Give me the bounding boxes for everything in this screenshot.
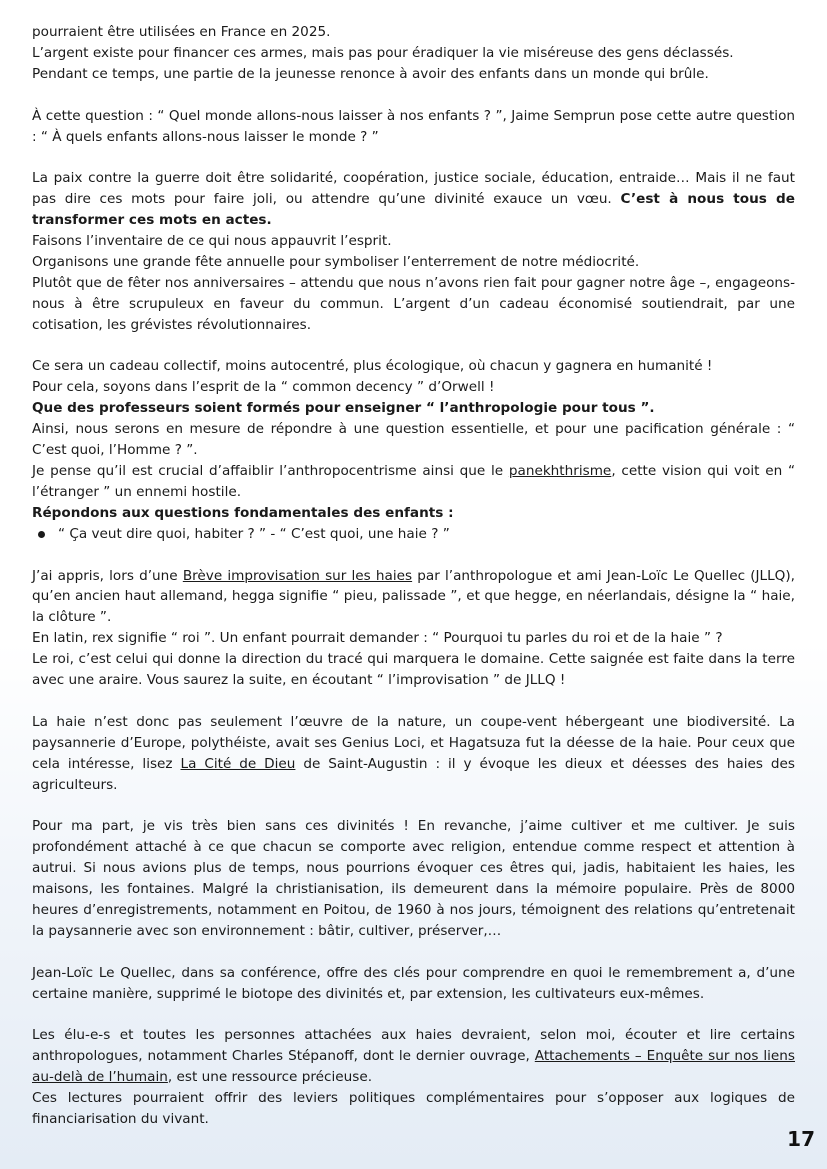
paragraph-line: Ainsi, nous serons en mesure de répondre à une question essentielle, et pour une pacification générale : “ C’est quoi, l’Homme ? ”.	[32, 421, 795, 459]
peace-paragraph: La paix contre la guerre doit être solidarité, coopération, justice sociale, éducation, entraide… Mais il ne faut pas dire ces mots pour faire joli, ou attendre qu’une divinité exauce un vœu. C’est à nous tous de transformer ces mots en actes.	[32, 170, 795, 229]
paragraph-line: Organisons une grande fête annuelle pour symboliser l’enterrement de notre médiocrité.	[32, 253, 640, 270]
paragraph-line: Je pense qu’il est crucial d’affaiblir l’anthropocentrisme ainsi que le panekhthrisme, cette vision qui voit en “ l’étranger ” un ennemi hostile.	[32, 462, 795, 500]
paragraph-line: Pendant ce temps, une partie de la jeunesse renonce à avoir des enfants dans un monde qui brûle.	[32, 65, 709, 82]
paragraph-line: Faisons l’inventaire de ce qui nous appauvrit l’esprit.	[32, 233, 392, 250]
paragraph-line: La haie n’est donc pas seulement l’œuvre de la nature, un coupe-vent hébergeant une biodiversité. La paysannerie d’Europe, polythéiste, avait ses Genius Loci, et Hagatsuza fut la déesse de la haie. Pour ceux que cela intéresse, lisez La Cité de Dieu de Saint-Augustin : il y évoque les dieux et déesses des haies des agriculteurs.	[32, 713, 796, 793]
semprun-paragraph: À cette question : “ Quel monde allons-nous laisser à nos enfants ? ”, Jaime Semprun pose cette autre question : “ À quels enfants allons-nous laisser le monde ? ”	[32, 107, 795, 145]
panekhthrisme-link[interactable]: panekhthrisme	[508, 462, 612, 479]
paragraph-line: Ces lectures pourraient offrir des leviers politiques complémentaires pour s’opposer aux logiques de financiarisation du vivant.	[32, 1090, 795, 1127]
paragraph: Jean-Loïc Le Quellec, dans sa conférence, offre des clés pour comprendre en quoi le remembrement a, d’une certaine manière, supprimé le biotope des divinités et, par extension, les cultivateurs eux-mêmes.	[32, 964, 795, 1002]
document-body	[32, 22, 795, 1130]
paragraph-line: Les élu-e-s et toutes les personnes attachées aux haies devraient, selon moi, écouter et lire certains anthropologues, notamment Charles Stépanoff, dont le dernier ouvrage, Attachements – Enquête sur nos liens au-delà de l’humain, est une ressource précieuse.	[32, 1027, 795, 1086]
bold-statement: Que des professeurs soient formés pour enseigner “ l’anthropologie pour tous ”.	[32, 400, 655, 417]
paragraph-line: Ce sera un cadeau collectif, moins autocentré, plus écologique, où chacun y gagnera en humanité !	[32, 358, 713, 375]
bold-statement: C’est à nous tous de transformer ces mots en actes.	[32, 191, 795, 229]
attachements-link[interactable]: Attachements – Enquête sur nos liens au-delà de l’humain	[32, 1048, 795, 1086]
paragraph-line: Pour cela, soyons dans l’esprit de la “ common decency ” d’Orwell !	[32, 379, 495, 396]
paragraph: Pour ma part, je vis très bien sans ces divinités ! En revanche, j’aime cultiver et me cultiver. Je suis profondément attaché à ce que chacun se comporte avec religion, entendue comme respect et attention à autrui. Si nous avions plus de temps, nous pourrions évoquer ces êtres qui, jadis, habitaient les haies, les maisons, les fontaines. Malgré la christianisation, ils demeurent dans la mémoire populaire. Près de 8000 heures d’enregistrements, notamment en Poitou, de 1960 à nos jours, témoignent des relations qu’entretenait la paysannerie avec son environnement : bâtir, cultiver, préserver,…	[32, 818, 795, 939]
paragraph-line: Le roi, c’est celui qui donne la direction du tracé qui marquera le domaine. Cette saignée est faite dans la terre avec une araire. Vous saurez la suite, en écoutant “ l’improvisation ” de JLLQ !	[32, 651, 795, 689]
page-number: 17	[787, 1127, 815, 1151]
paragraph-line: pourraient être utilisées en France en 2025.	[32, 24, 331, 40]
improvisation-link[interactable]: Brève improvisation sur les haies	[182, 567, 413, 584]
cite-de-dieu-link[interactable]: La Cité de Dieu	[180, 755, 296, 772]
paragraph-line: J’ai appris, lors d’une Brève improvisation sur les haies par l’anthropologue et ami Jean-Loïc Le Quellec (JLLQ), qu’en ancien haut allemand, hegga signifie “ pieu, palissade ”, et que hegge, en néerlandais, désigne la “ haie, la clôture ”.	[32, 567, 796, 626]
paragraph-line: En latin, rex signifie “ roi ”. Un enfant pourrait demander : “ Pourquoi tu parles du roi et de la haie ” ?	[32, 630, 723, 647]
list-item: “ Ça veut dire quoi, habiter ? ” - “ C’est quoi, une haie ? ”	[32, 524, 795, 545]
paragraph-line: L’argent existe pour financer ces armes, mais pas pour éradiquer la vie miséreuse des gens déclassés.	[32, 44, 734, 61]
bullet-icon	[38, 531, 45, 538]
paragraph-line: Plutôt que de fêter nos anniversaires – attendu que nous n’avons rien fait pour gagner notre âge –, engageons-nous à être scrupuleux en faveur du commun. L’argent d’un cadeau économisé soutiendrait, par une cotisation, les grévistes révolutionnaires.	[32, 274, 795, 333]
bold-statement: Répondons aux questions fondamentales des enfants :	[32, 504, 454, 521]
